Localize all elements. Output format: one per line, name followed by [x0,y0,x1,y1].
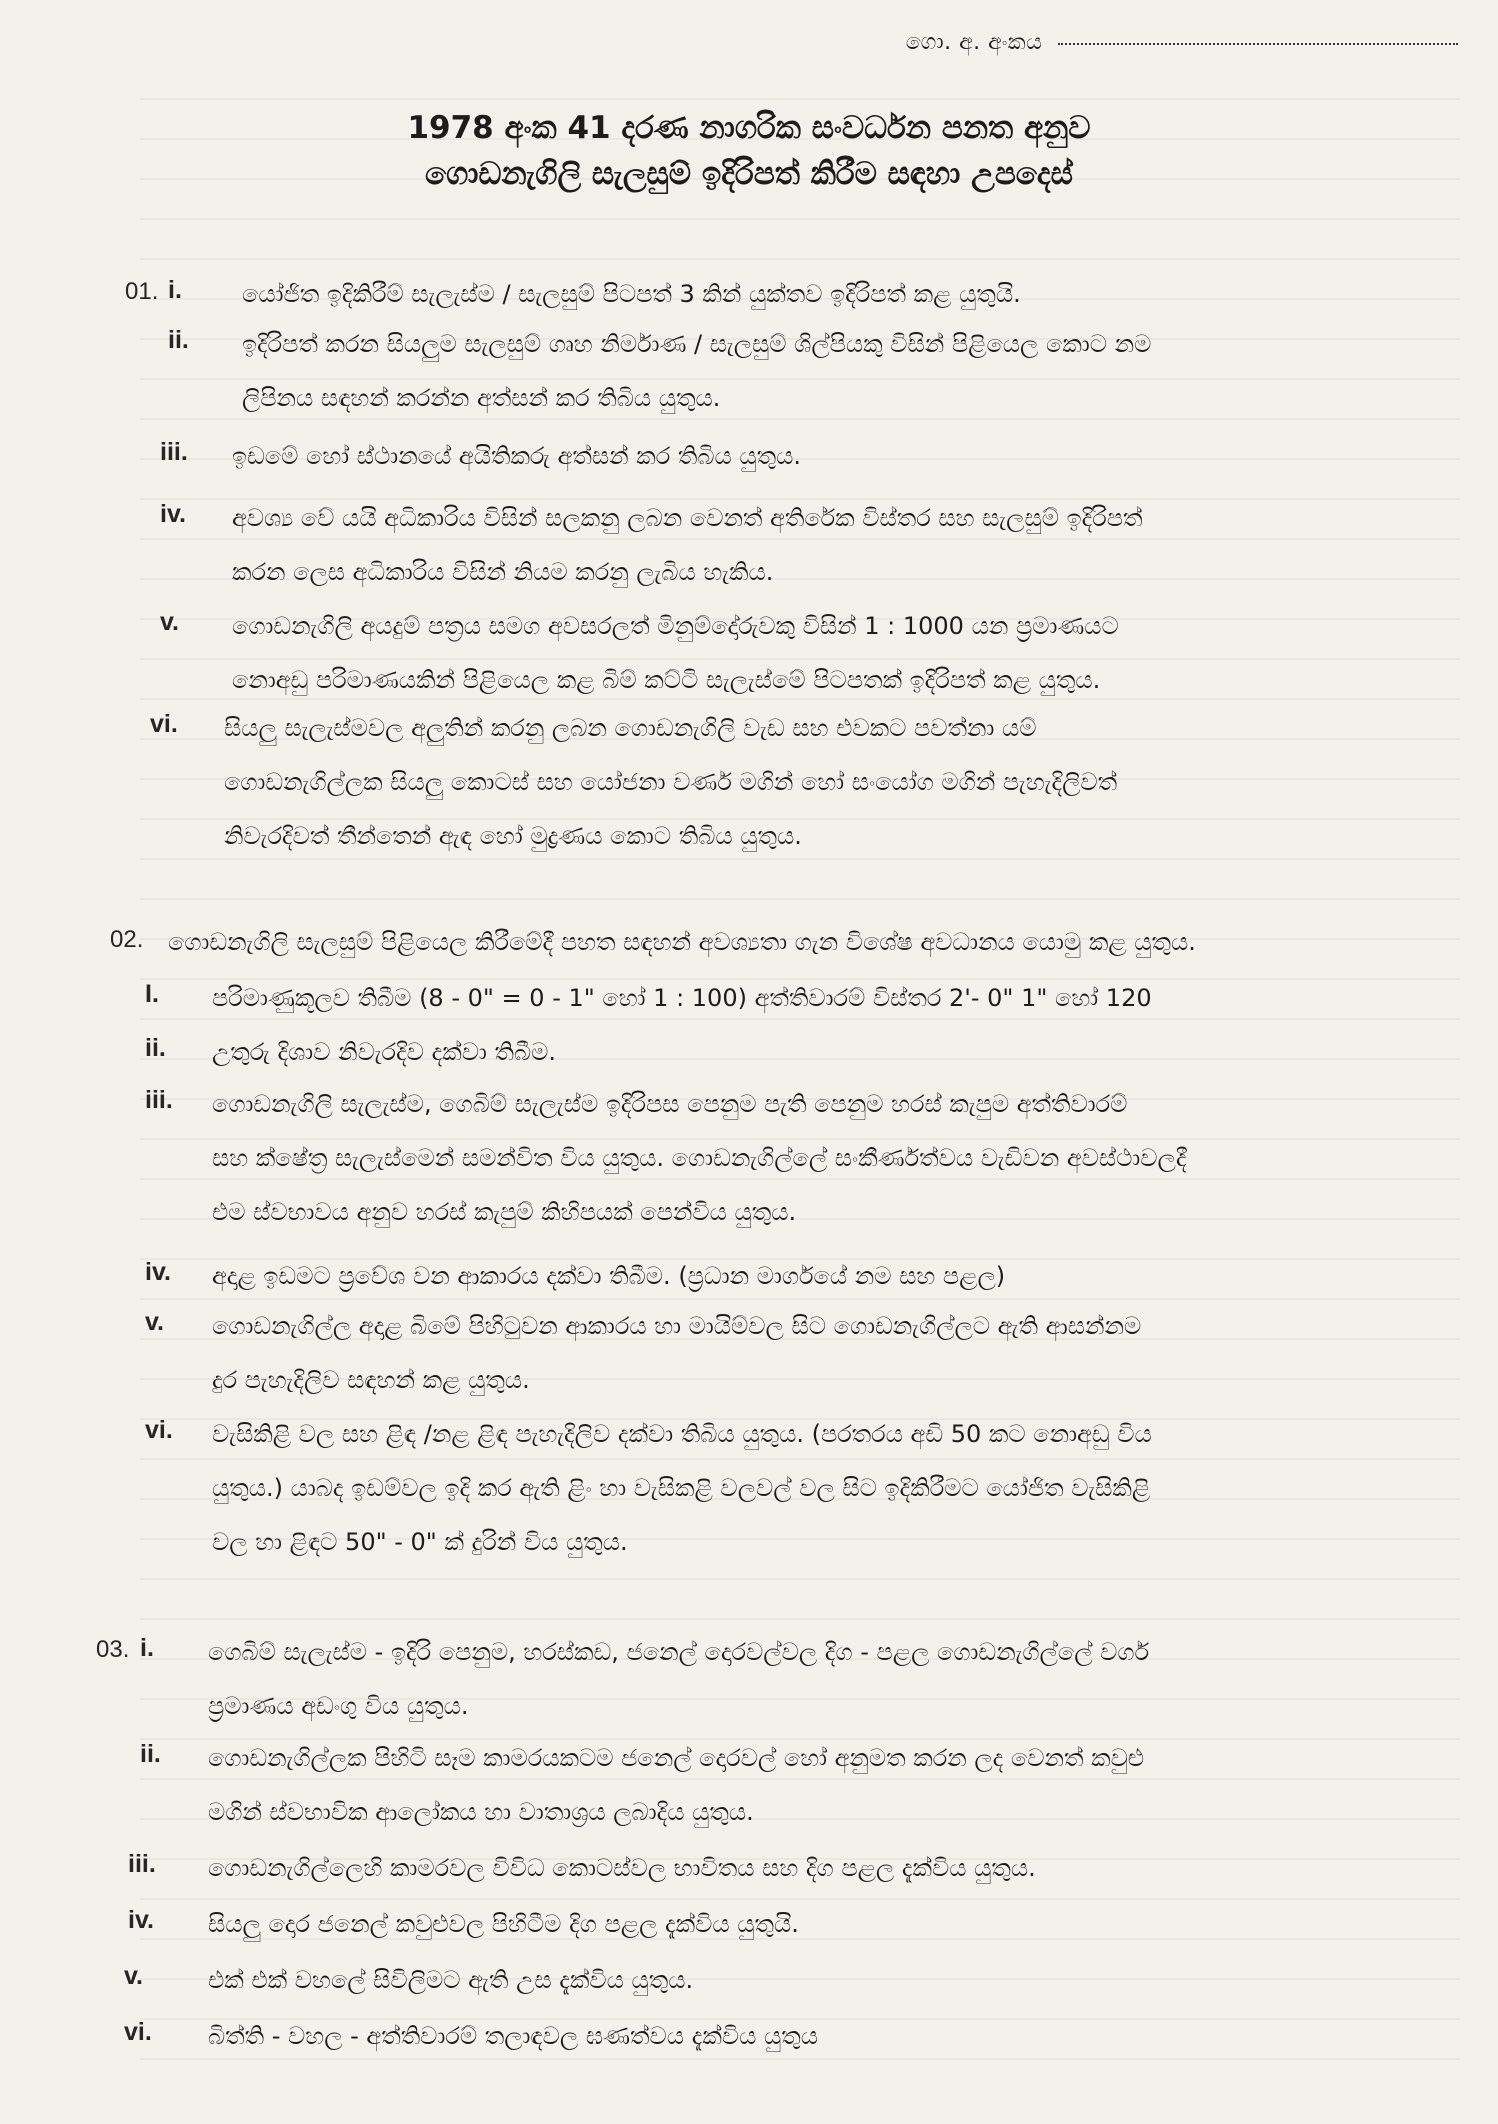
item-number: I. [145,980,159,1008]
instruction-item [208,1846,1458,1900]
instruction-item [212,1254,1462,1308]
instruction-line: ලිපිනය සඳහන් කරන්න අත්සන් කර තිබිය යුතුය. [242,384,721,412]
instruction-line: අදාළ ඉඩමට ප්‍රවේශ වන ආකාරය දක්වා තිබීම. (ප්‍රධාන මාර්ගයේ නම සහ පළල) [212,1262,1006,1290]
instruction-line: අවශ්‍ය වේ යයි අධිකාරිය විසින් සලකනු ලබන වෙනත් අතිරේක විස්තර සහ සැලසුම් ඉදිරිපත් [232,504,1143,532]
section-intro-text: ගොඩනැගිලි සැලසුම් පිළියෙල කිරීමේදී පහත සඳහන් අවශ්‍යතා ගැන විශේෂ අවධානය යොමු කළ යුතුය. [168,928,1196,956]
instruction-line: නොඅඩු පරිමාණයකින් පිළියෙල කළ බිම් කට්ටි සැලැස්මේ පිටපතක් ඉදිරිපත් කළ යුතුය. [232,666,1101,694]
instruction-line: ගොඩනැගිල්ලක සියලු කොටස් සහ යෝජනා වර්ණ මගින් හෝ සංයෝග මගින් පැහැදිලිවත් [224,768,1118,796]
instruction-line: ඉදිරිපත් කරන සියලුම සැලසුම් ගෘහ නිර්මාණ / සැලසුම් ශිල්පියකු විසින් පිළියෙල කොට නම [242,330,1152,358]
item-number: iii. [145,1086,173,1114]
item-number: vi. [124,2018,152,2046]
item-number: vi. [150,710,178,738]
instruction-item [224,706,1474,868]
instruction-item [208,2014,1458,2068]
instruction-line: සියලු දොර ජනෙල් කවුළුවල පිහිටීම දිග පළල දැක්විය යුතුයි. [208,1910,799,1938]
section-number: 03. [96,1636,130,1663]
instruction-line: ප්‍රමාණය අඩංගු විය යුතුය. [208,1692,469,1720]
reference-number-blank[interactable] [1058,43,1458,45]
instruction-line: එක් එක් වහලේ සිවිලිමට ඇති උස දැක්විය යුතුය. [208,1966,694,1994]
instruction-line: යුතුය.) යාබද ඉඩම්වල ඉදි කර ඇති ළිං හා වැසිකළි වලවල් වල සිට ඉදිකිරීමට යෝජිත වැසිකිළි [212,1474,1151,1502]
instruction-item [242,322,1492,430]
instruction-item [212,1082,1462,1244]
instruction-line: වැසිකිළි වල සහ ළිඳ /නළ ළිඳ පැහැදිලිව දක්වා තිබිය යුතුය. (පරතරය අඩි 50 කට නොඅඩු විය [212,1420,1152,1448]
instruction-item [208,1902,1458,1956]
instruction-line: බිත්ති - වහල - අත්තිවාරම් තලාඳවල ඝණත්වය දැක්විය යුතුය [208,2022,818,2050]
instruction-line: ගොඩනැගිල්ලක පිහිටි සෑම කාමරයකටම ජනෙල් දොරවල් හෝ අනුමත කරන ලද වෙනත් කවුළු [208,1744,1145,1772]
instruction-item [208,1630,1458,1738]
instruction-line: කරන ලෙස අධිකාරිය විසින් නියම කරනු ලැබිය හැකිය. [232,558,774,586]
item-number: iv. [160,500,186,528]
instruction-item [232,604,1482,712]
instruction-item [232,496,1482,604]
instruction-line: එම ස්වභාවය අනුව හරස් කැපුම් කිහිපයක් පෙන්විය යුතුය. [212,1198,797,1226]
item-number: v. [124,1962,143,1990]
instruction-line: ගෙබිම් සැලැස්ම - ඉදිරි පෙනුම, හරස්කඩ, ජනෙල් දොරවල්වල දිග - පළල ගොඩනැගිල්ලේ වර්ග [208,1638,1150,1666]
reference-number-line [906,30,1458,55]
instruction-line: ගොඩනැගිල්ල අදාළ බිමේ පිහිටුවන ආකාරය හා මායිම්වල සිට ගොඩනැගිල්ලට ඇති ආසන්නම [212,1312,1142,1340]
instruction-line: ගොඩනැගිලි අයදුම් පත්‍රය සමග අවසරලත් මිනුම්දෝරුවකු විසින් 1 : 1000 යන ප්‍රමාණයට [232,612,1119,640]
instruction-item [212,1304,1462,1412]
title-line-1: 1978 අංක 41 දරණ නාගරික සංවර්ධන පනත අනුව [407,110,1091,146]
instruction-line: මගින් ස්වභාවික ආලෝකය හා වාතාශ්‍රය ලබාදිය යුතුය. [208,1798,754,1826]
instruction-item [212,1412,1462,1574]
instruction-line: පරිමාණුකූලව තිබීම (8 - 0" = 0 - 1" හෝ 1 : 100) අත්තිවාරම් විස්තර 2'- 0" 1" හෝ 120 [212,984,1152,1012]
instruction-item [212,1030,1462,1084]
instruction-line: ගොඩනැගිල්ලෙහි කාමරවල විවිධ කොටස්වල භාවිතය සහ දිග පළල දැක්විය යුතුය. [208,1854,1036,1882]
item-number: ii. [145,1034,166,1062]
item-number: iv. [145,1258,171,1286]
item-number: v. [145,1308,164,1336]
instruction-item [208,1958,1458,2012]
section-number: 01. [125,278,159,305]
instruction-line: ඉඩමේ හෝ ස්ථානයේ අයිතිකරු අත්සන් කර තිබිය යුතුය. [232,442,802,470]
item-number: v. [160,608,179,636]
item-number: i. [168,276,182,304]
item-number: iv. [128,1906,154,1934]
instruction-line: නිවැරදිවත් තීන්තෙන් ඇඳ හෝ මුද්‍රණය කොට තිබිය යුතුය. [224,822,802,850]
instruction-line: උතුරු දිශාව නිවැරදිව දක්වා තිබීම. [212,1038,557,1066]
instruction-item [242,272,1492,326]
instruction-item [208,1736,1458,1844]
item-number: vi. [145,1416,173,1444]
reference-number-label: ගො. අ. අංකය [905,30,1043,55]
instruction-line: සහ ක්ෂේත්‍ර සැලැස්මෙන් සමන්විත විය යුතුය. ගොඩනැගිල්ලේ සංකීර්ණත්වය වැඩිවන අවස්ථාවලදී [212,1144,1187,1172]
instruction-line: වල හා ළිඳට 50" - 0" ක් දුරින් විය යුතුය. [212,1528,628,1556]
section-number: 02. [110,926,144,953]
item-number: i. [140,1634,154,1662]
instruction-line: දුර පැහැදිලිව සඳහන් කළ යුතුය. [212,1366,530,1394]
instruction-line: යෝජිත ඉදිකිරීම් සැලැස්ම / සැලසුම් පිටපත් 3 කින් යුක්තව ඉදිරිපත් කළ යුතුයි. [242,280,1021,308]
item-number: ii. [168,326,189,354]
instruction-line: ගොඩනැගිලි සැලැස්ම, ගෙබිම් සැලැස්ම ඉදිරිපස පෙනුම පැති පෙනුම හරස් කැපුම අත්තිවාරම් [212,1090,1128,1118]
instruction-item [212,976,1462,1030]
item-number: iii. [128,1850,156,1878]
document-title [0,105,1498,197]
instruction-item [232,434,1482,488]
title-line-2: ගොඩනැගිලි සැලසුම් ඉදිරිපත් කිරීම සඳහා උපදෙස් [425,156,1073,192]
item-number: iii. [160,438,188,466]
item-number: ii. [140,1740,161,1768]
instruction-line: සියලු සැලැස්මවල අලුතින් කරනු ලබන ගොඩනැගිලි වැඩ සහ එවකට පවත්නා යම් [224,714,1037,742]
